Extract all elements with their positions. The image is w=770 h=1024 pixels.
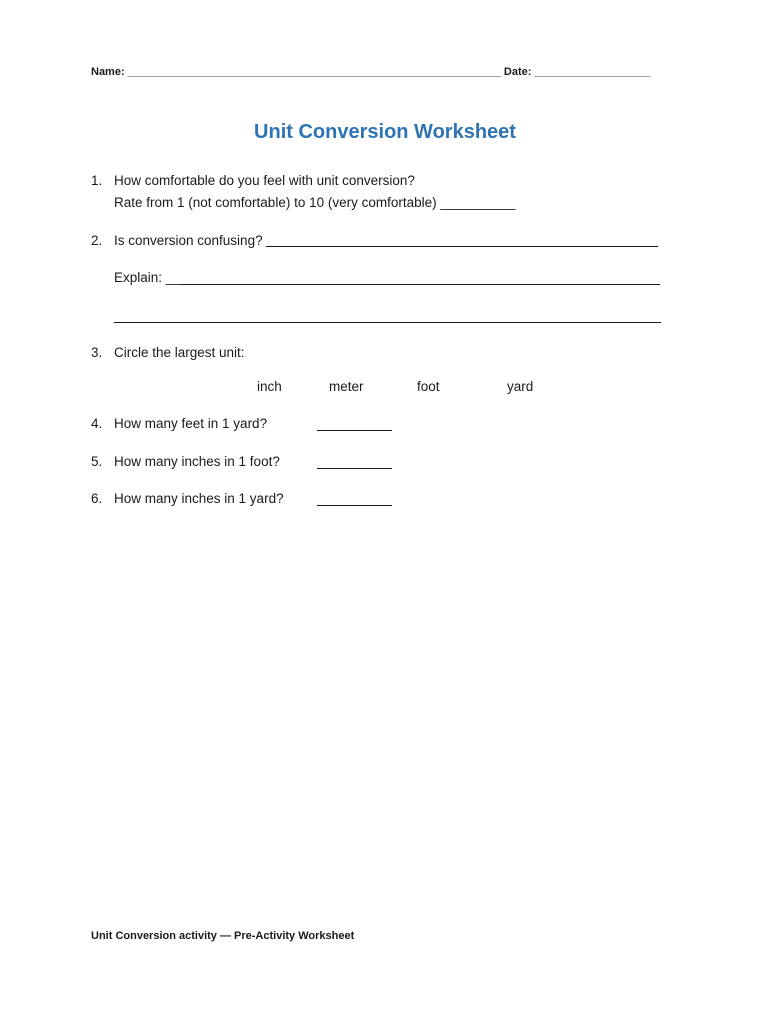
question-text: Is conversion confusing? [114,233,263,248]
unit-option-meter[interactable]: meter [329,379,364,394]
answer-line[interactable] [317,505,392,506]
answer-line[interactable] [266,246,658,247]
explain-line-2[interactable] [114,322,661,323]
question-number: 2. [91,233,103,248]
explain-label: Explain: __ [114,270,181,285]
question-number: 3. [91,345,103,360]
answer-line[interactable] [317,430,392,431]
question-text: How many inches in 1 yard? [114,491,284,506]
rating-prompt: Rate from 1 (not comfortable) to 10 (very comfortable) __________ [114,195,516,210]
question-text: How many feet in 1 yard? [114,416,268,431]
question-number: 4. [91,416,103,431]
question-number: 6. [91,491,103,506]
name-date-line: Name: _____________________________________________________________ Date: ___________________ [91,66,651,78]
page-title: Unit Conversion Worksheet [254,121,516,143]
question-text: How many inches in 1 foot? [114,454,280,469]
unit-option-yard[interactable]: yard [507,379,534,394]
explain-line[interactable] [180,284,660,285]
question-text: How comfortable do you feel with unit conversion? [114,173,415,188]
unit-option-foot[interactable]: foot [417,379,440,394]
question-text: Circle the largest unit: [114,345,245,360]
question-number: 1. [91,173,103,188]
unit-option-inch[interactable]: inch [257,379,282,394]
page-footer: Unit Conversion activity — Pre-Activity Worksheet [91,930,355,942]
question-number: 5. [91,454,103,469]
answer-line[interactable] [317,468,392,469]
